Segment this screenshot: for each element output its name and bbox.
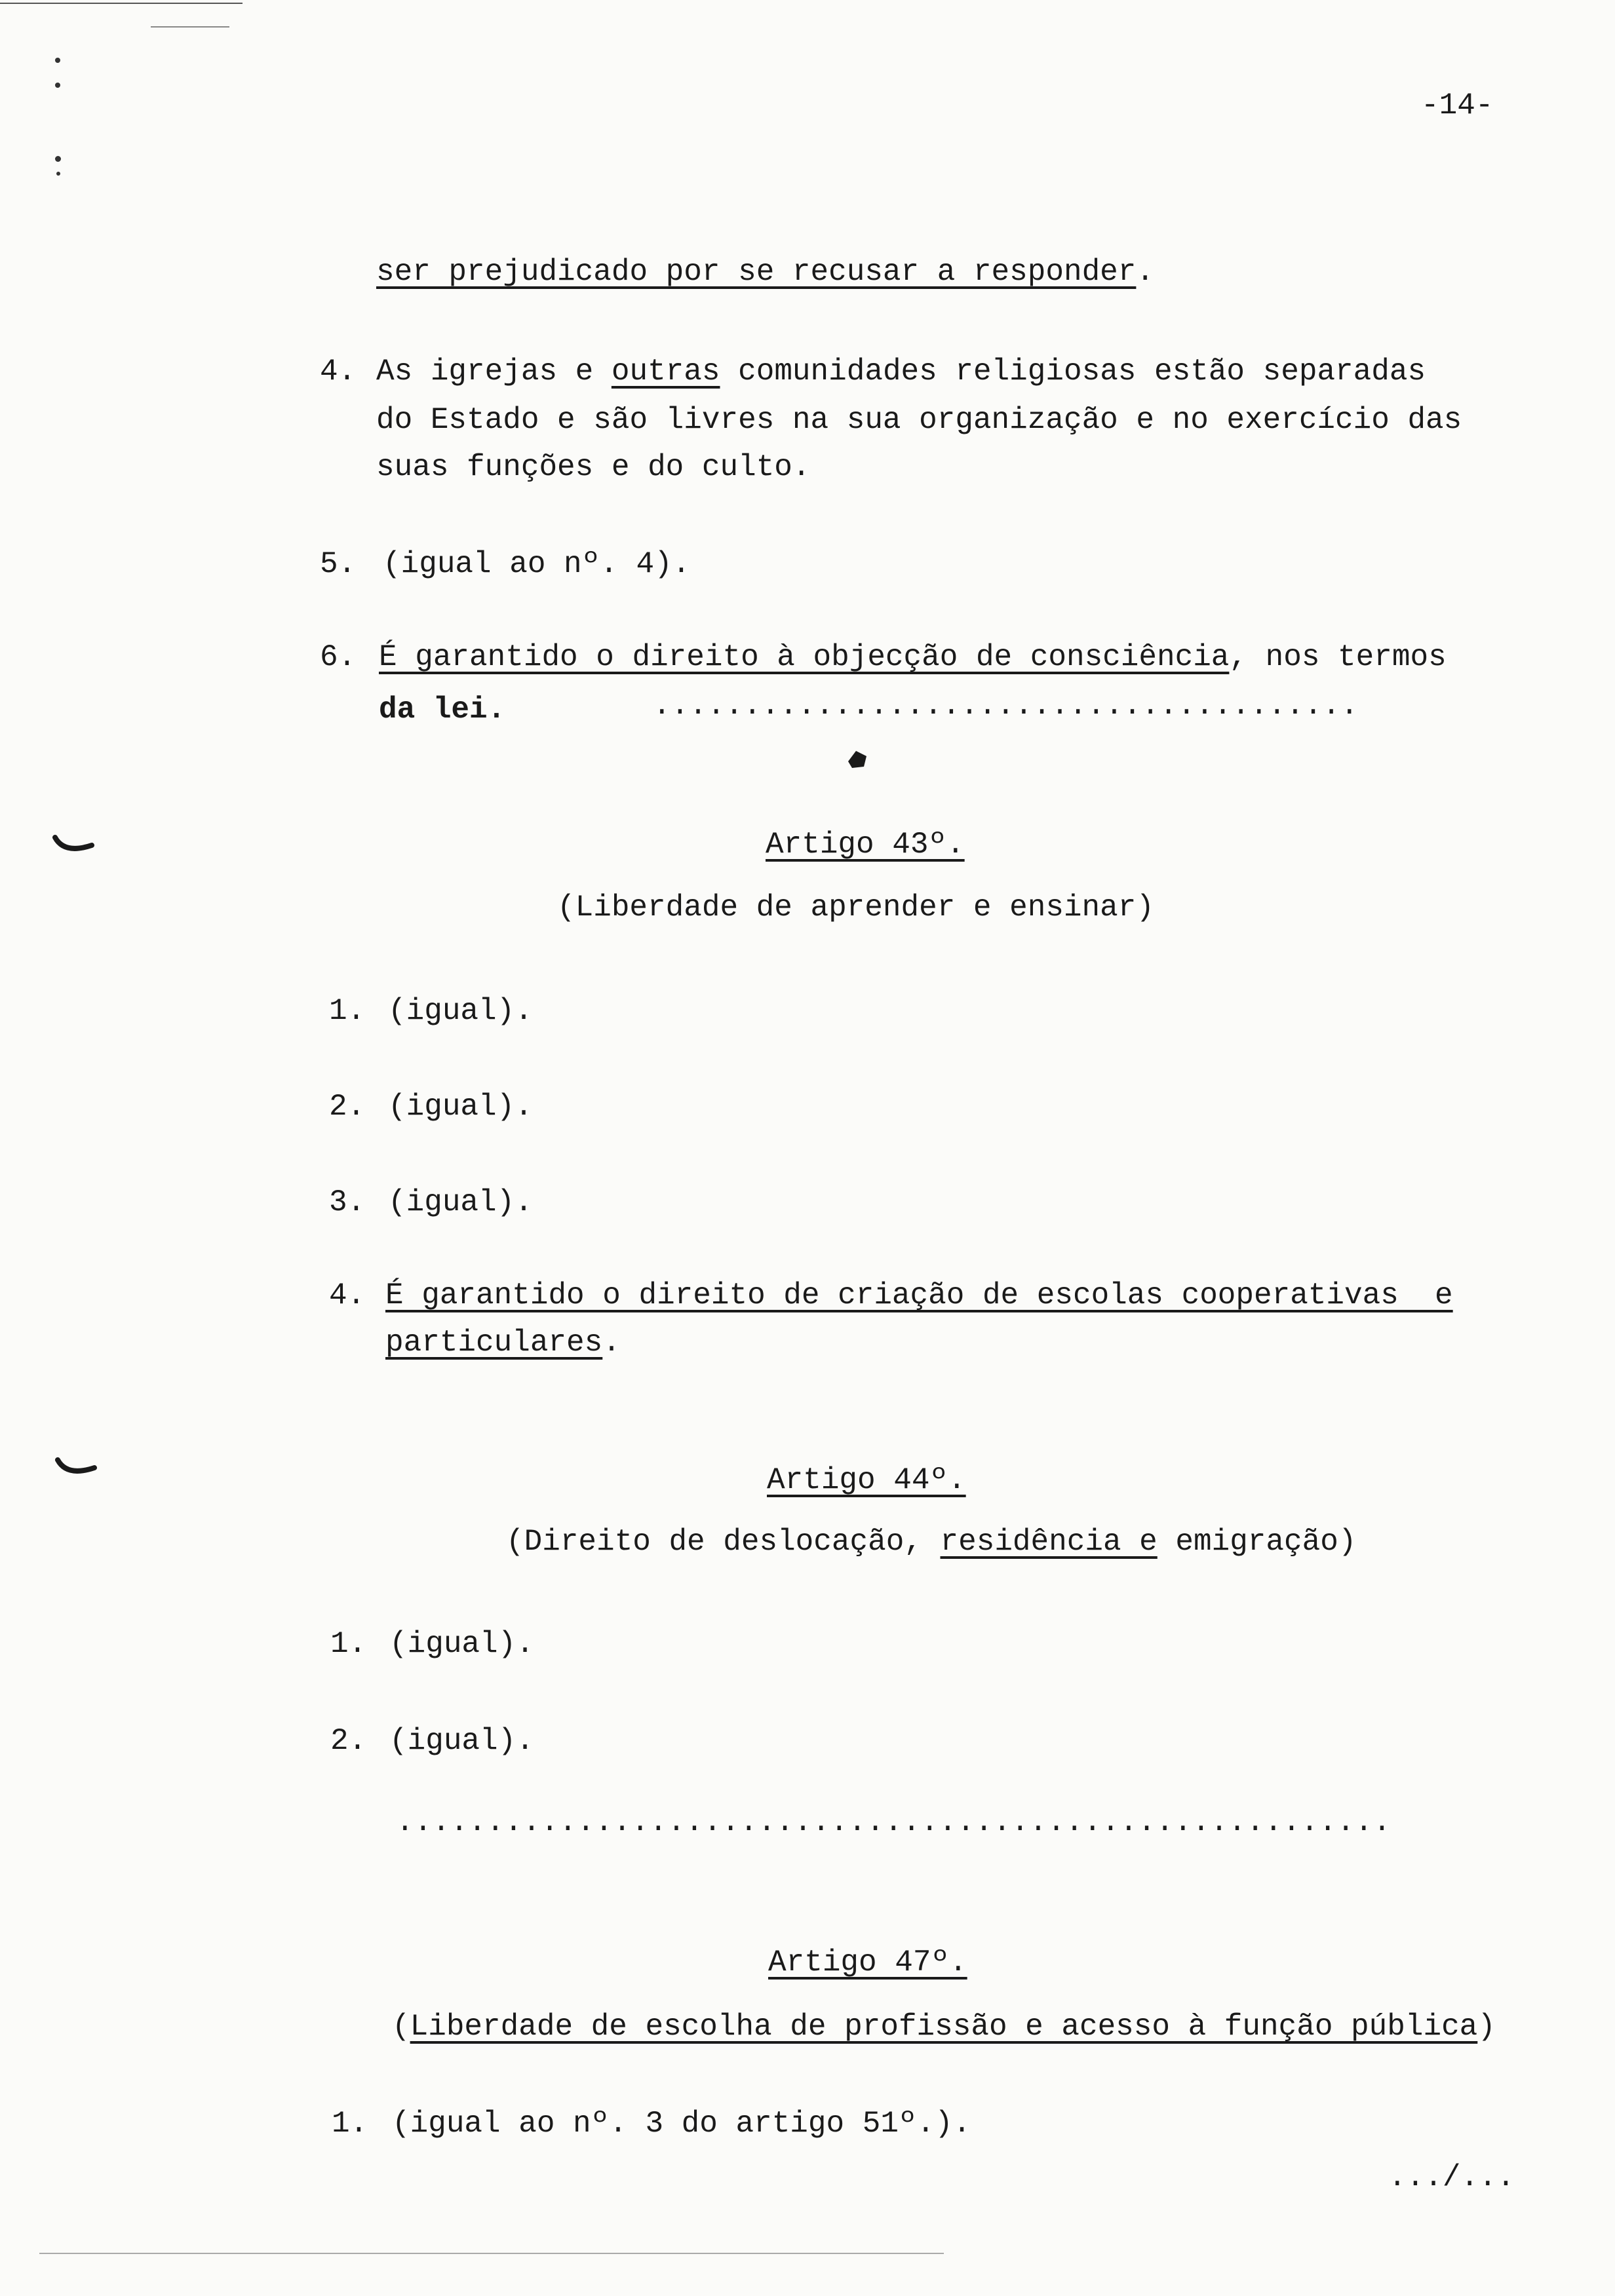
art43-item-2-number: 2. xyxy=(329,1090,366,1124)
article-43-heading: Artigo 43º. xyxy=(766,828,965,862)
item-6-number: 6. xyxy=(320,640,357,674)
art44-item-1-text: (igual). xyxy=(389,1627,534,1661)
ink-blot xyxy=(844,747,870,771)
art43-item-3-number: 3. xyxy=(329,1185,366,1219)
art47-item-1-number: 1. xyxy=(332,2107,368,2141)
article-44-subtitle: (Direito de deslocação, residência e emigração) xyxy=(506,1525,1357,1559)
art43-item-4-number: 4. xyxy=(329,1278,366,1312)
item-4-number: 4. xyxy=(320,354,357,389)
margin-bracket xyxy=(51,832,97,861)
article-47-subtitle: (Liberdade de escolha de profissão e acesso à função pública) xyxy=(392,2010,1496,2044)
article-44-heading: Artigo 44º. xyxy=(767,1463,966,1497)
item-4-line-3: suas funções e do culto. xyxy=(376,450,811,484)
dotted-leader: ....................................................... xyxy=(396,1805,1391,1839)
art44-item-2-number: 2. xyxy=(330,1724,367,1758)
art43-item-4-line-2: particulares. xyxy=(385,1326,621,1360)
scan-speck xyxy=(56,172,60,176)
article-47-heading: Artigo 47º. xyxy=(768,1945,967,1980)
item-6-line-2: da lei. xyxy=(379,693,506,727)
art43-item-4-line-1: É garantido o direito de criação de escolas cooperativas e xyxy=(385,1278,1453,1312)
scan-speck xyxy=(55,156,61,162)
item-5-number: 5. xyxy=(320,547,357,581)
scan-edge-line xyxy=(0,3,243,4)
art44-item-2-text: (igual). xyxy=(389,1724,534,1758)
article-43-subtitle: (Liberdade de aprender e ensinar) xyxy=(557,890,1154,925)
scan-speck xyxy=(55,58,60,63)
art43-item-2-text: (igual). xyxy=(388,1090,533,1124)
item-5-text: (igual ao nº. 4). xyxy=(383,547,691,581)
continuation-line: ser prejudicado por se recusar a responder. xyxy=(376,255,1154,289)
scan-edge-line xyxy=(151,26,229,28)
item-4-line-1: As igrejas e outras comunidades religiosas estão separadas xyxy=(376,354,1426,389)
continuation-marker: .../... xyxy=(1388,2160,1515,2194)
item-4-line-2: do Estado e são livres na sua organização e no exercício das xyxy=(376,403,1462,437)
art43-item-1-text: (igual). xyxy=(388,994,533,1028)
scan-speck xyxy=(55,83,60,88)
margin-bracket xyxy=(54,1455,100,1483)
art43-item-3-text: (igual). xyxy=(388,1185,533,1219)
item-6-line-1: É garantido o direito à objecção de consciência, nos termos xyxy=(379,640,1447,674)
art47-item-1-text: (igual ao nº. 3 do artigo 51º.). xyxy=(392,2107,971,2141)
dotted-leader: ....................................... xyxy=(653,689,1359,723)
scan-edge-line xyxy=(39,2253,944,2254)
art44-item-1-number: 1. xyxy=(330,1627,367,1661)
page-number: -14- xyxy=(1421,88,1494,123)
art43-item-1-number: 1. xyxy=(329,994,366,1028)
